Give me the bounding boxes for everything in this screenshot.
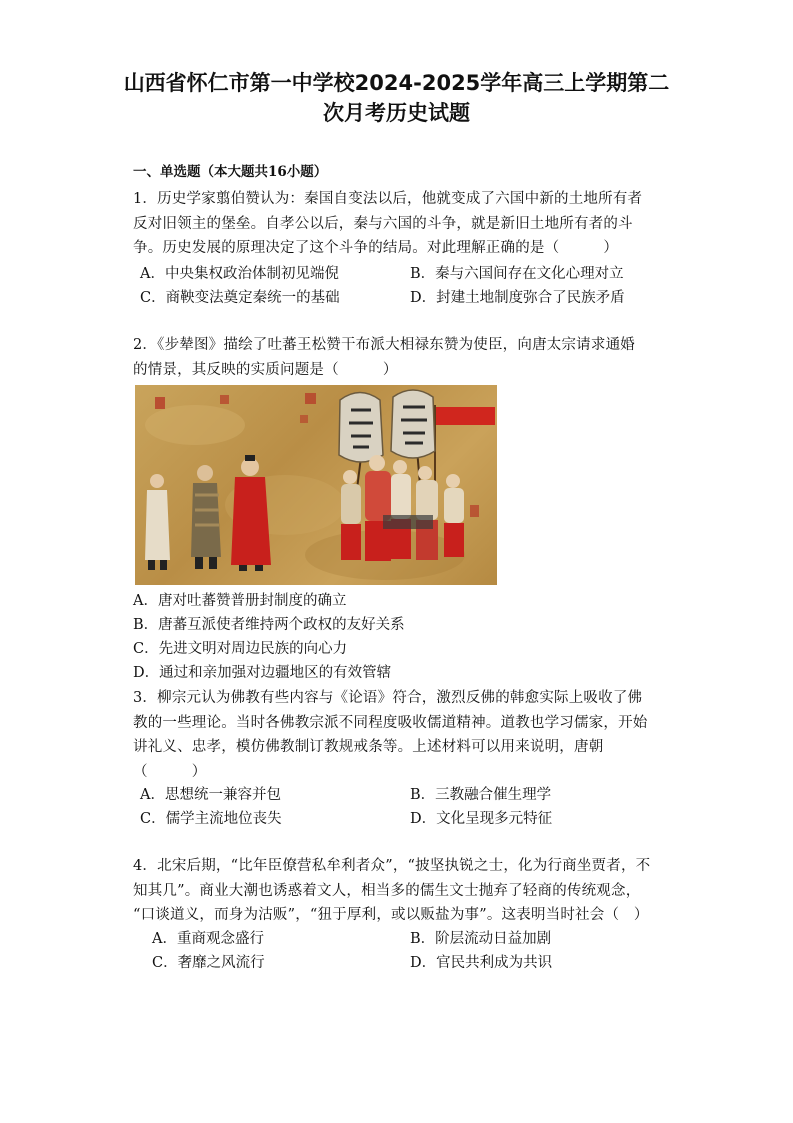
- q3-option-d[interactable]: D．文化呈现多元特征: [410, 811, 553, 827]
- q1-option-b[interactable]: B．秦与六国间存在文化心理对立: [410, 266, 624, 282]
- q3-option-b[interactable]: B．三教融合催生理学: [410, 787, 552, 803]
- q2-option-a[interactable]: A．唐对吐蕃赞普册封制度的确立: [133, 593, 347, 609]
- q2-option-c[interactable]: C．先进文明对周边民族的向心力: [133, 641, 348, 657]
- question-3-stem: [133, 686, 668, 784]
- q2-line-2: 的情景，其反映的实质问题是（ ）: [133, 361, 398, 378]
- q3-line-1: 3．柳宗元认为佛教有些内容与《论语》符合，激烈反佛的韩愈实际上吸收了佛: [133, 690, 643, 706]
- q4-option-d[interactable]: D．官民共利成为共识: [410, 955, 553, 971]
- q4-option-b[interactable]: B．阶层流动日益加剧: [410, 931, 552, 947]
- title-line-2: 次月考历史试题: [323, 101, 470, 125]
- title-line-1: 山西省怀仁市第一中学校2024-2025学年高三上学期第二: [123, 71, 670, 95]
- q1-line-2: 反对旧领主的堡垒。自孝公以后，秦与六国的斗争，就是新旧土地所有者的斗: [133, 215, 633, 232]
- q3-option-c[interactable]: C．儒学主流地位丧失: [140, 811, 282, 827]
- question-4-stem: [133, 854, 668, 928]
- painting-illustration: [135, 385, 497, 585]
- bunian-tu-painting: [135, 385, 497, 585]
- q3-line-2: 教的一些理论。当时各佛教宗派不同程度吸收儒道精神。道教也学习儒家，开始: [133, 714, 648, 731]
- q1-line-1: 1．历史学家翦伯赞认为：秦国自变法以后，他就变成了六国中新的土地所有者: [133, 191, 643, 207]
- q4-option-c[interactable]: C．奢靡之风流行: [152, 955, 265, 971]
- q1-line-3: 争。历史发展的原理决定了这个斗争的结局。对此理解正确的是（ ）: [133, 240, 619, 256]
- q3-line-3: 讲礼义、忠孝，模仿佛教制订教规戒条等。上述材料可以用来说明，唐朝: [133, 739, 604, 755]
- q4-line-3: “口谈道义，而身为沽贩”，“狃于厚利，或以贩盐为事”。这表明当时社会（ ）: [133, 907, 649, 923]
- title-block: [120, 68, 673, 128]
- q2-line-1: 2．《步辇图》描绘了吐蕃王松赞干布派大相禄东赞为使臣，向唐太宗请求通婚: [133, 337, 635, 353]
- q1-option-d[interactable]: D．封建土地制度弥合了民族矛盾: [410, 290, 625, 306]
- question-2-stem: [133, 333, 668, 382]
- question-1-stem: [133, 187, 668, 261]
- q4-line-2: 知其几”。商业大潮也诱惑着文人，相当多的儒生文士抛弃了轻商的传统观念，: [133, 882, 641, 899]
- q2-option-b[interactable]: B．唐蕃互派使者维持两个政权的友好关系: [133, 617, 405, 633]
- q3-option-a[interactable]: A．思想统一兼容并包: [140, 787, 281, 803]
- q4-option-a[interactable]: A．重商观念盛行: [152, 931, 264, 947]
- q1-option-a[interactable]: A．中央集权政治体制初见端倪: [140, 266, 339, 282]
- q4-line-1: 4．北宋后期，“比年臣僚营私牟利者众”，“披坚执锐之士，化为行商坐贾者，不: [133, 858, 651, 874]
- q1-option-c[interactable]: C．商鞅变法奠定秦统一的基础: [140, 290, 340, 306]
- q3-line-4: （ ）: [133, 763, 207, 780]
- section-heading: 一、单选题（本大题共16小题）: [133, 164, 328, 180]
- q2-option-d[interactable]: D．通过和亲加强对边疆地区的有效管辖: [133, 665, 392, 681]
